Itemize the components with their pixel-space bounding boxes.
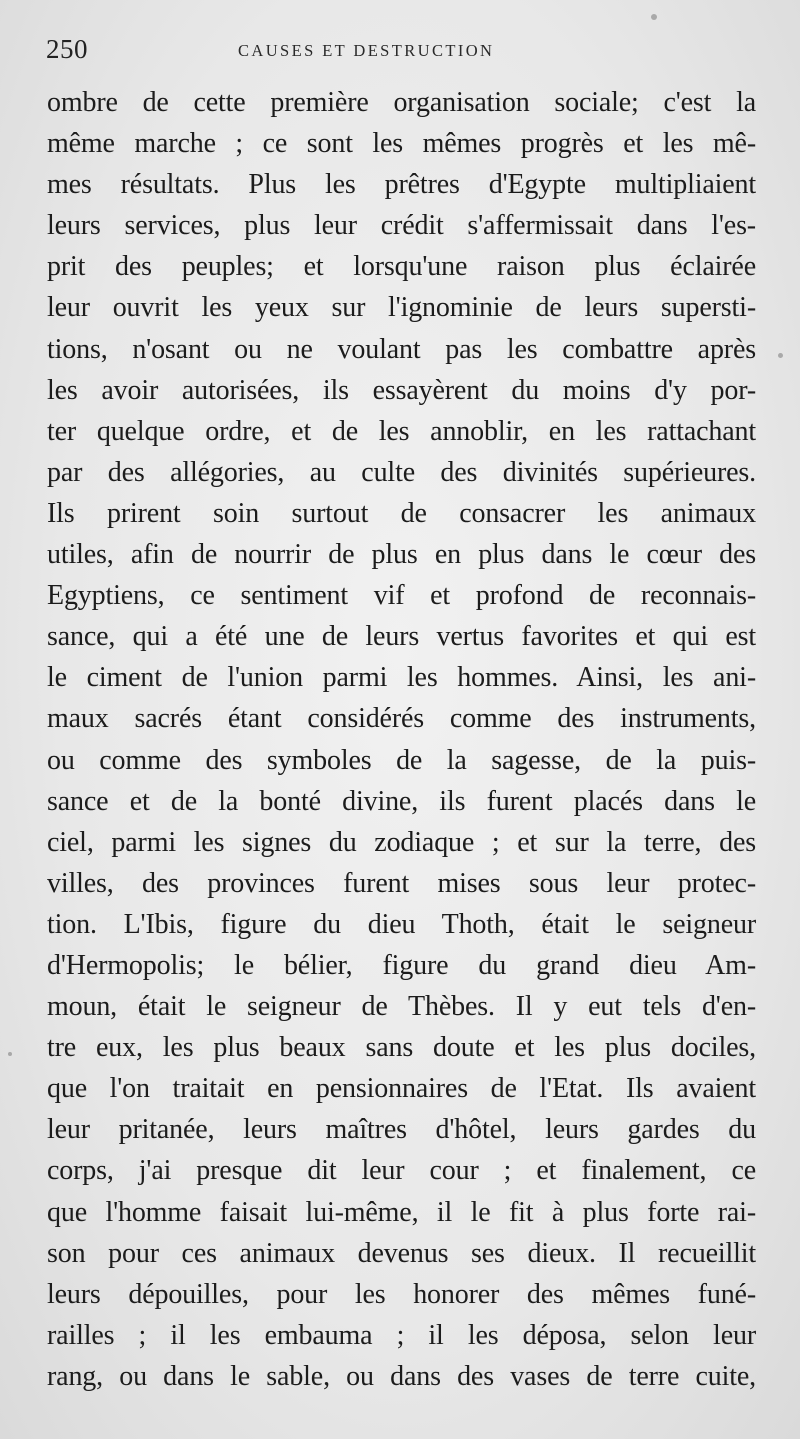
text-line: mes résultats. Plus les prêtres d'Egypte multipliaient <box>47 169 756 201</box>
text-line: par des allégories, au culte des divinités supérieures. <box>47 456 756 488</box>
body-text <box>47 82 756 1397</box>
text-line: villes, des provinces furent mises sous leur protec- <box>47 867 756 899</box>
text-line: moun, était le seigneur de Thèbes. Il y eut tels d'en- <box>47 991 756 1023</box>
paper-speck <box>778 353 783 358</box>
text-line: même marche ; ce sont les mêmes progrès et les mê- <box>47 128 756 160</box>
text-line: les avoir autorisées, ils essayèrent du moins d'y por- <box>47 374 756 406</box>
text-line: ou comme des symboles de la sagesse, de la puis- <box>47 744 756 776</box>
text-line: prit des peuples; et lorsqu'une raison plus éclairée <box>47 251 756 283</box>
text-line: Egyptiens, ce sentiment vif et profond de reconnais- <box>47 580 756 612</box>
text-line: maux sacrés étant considérés comme des instruments, <box>47 703 756 735</box>
text-line: leur pritanée, leurs maîtres d'hôtel, leurs gardes du <box>47 1114 756 1146</box>
text-line: corps, j'ai presque dit leur cour ; et finalement, ce <box>47 1155 756 1187</box>
text-line: sance et de la bonté divine, ils furent placés dans le <box>47 785 756 817</box>
text-line: tre eux, les plus beaux sans doute et les plus dociles, <box>47 1032 756 1064</box>
text-line: leur ouvrit les yeux sur l'ignominie de leurs supersti- <box>47 292 756 324</box>
page-number: 250 <box>46 34 88 64</box>
text-line: d'Hermopolis; le bélier, figure du grand dieu Am- <box>47 949 756 981</box>
text-line: rang, ou dans le sable, ou dans des vases de terre cuite, <box>47 1360 756 1392</box>
text-line: Ils prirent soin surtout de consacrer les animaux <box>47 497 756 529</box>
text-line: leurs dépouilles, pour les honorer des mêmes funé- <box>47 1278 756 1310</box>
text-line: sance, qui a été une de leurs vertus favorites et qui est <box>47 621 756 653</box>
text-line: railles ; il les embauma ; il les déposa, selon leur <box>47 1319 756 1351</box>
paper-speck <box>651 14 657 20</box>
text-line: leurs services, plus leur crédit s'affermissait dans l'es- <box>47 210 756 242</box>
text-line: ombre de cette première organisation sociale; c'est la <box>47 87 756 118</box>
text-line: tions, n'osant ou ne voulant pas les combattre après <box>47 333 756 365</box>
text-line: ciel, parmi les signes du zodiaque ; et sur la terre, des <box>47 826 756 858</box>
text-line: tion. L'Ibis, figure du dieu Thoth, était le seigneur <box>47 908 756 940</box>
text-line: son pour ces animaux devenus ses dieux. Il recueillit <box>47 1237 756 1269</box>
text-line: le ciment de l'union parmi les hommes. Ainsi, les ani- <box>47 662 756 694</box>
paper-speck <box>8 1052 12 1056</box>
running-title: CAUSES ET DESTRUCTION <box>238 41 495 60</box>
text-line: utiles, afin de nourrir de plus en plus dans le cœur des <box>47 539 756 571</box>
text-line: ter quelque ordre, et de les annoblir, en les rattachant <box>47 415 756 447</box>
page-header <box>46 34 756 64</box>
text-line: que l'homme faisait lui-même, il le fit à plus forte rai- <box>47 1196 756 1228</box>
text-line: que l'on traitait en pensionnaires de l'Etat. Ils avaient <box>47 1073 756 1105</box>
